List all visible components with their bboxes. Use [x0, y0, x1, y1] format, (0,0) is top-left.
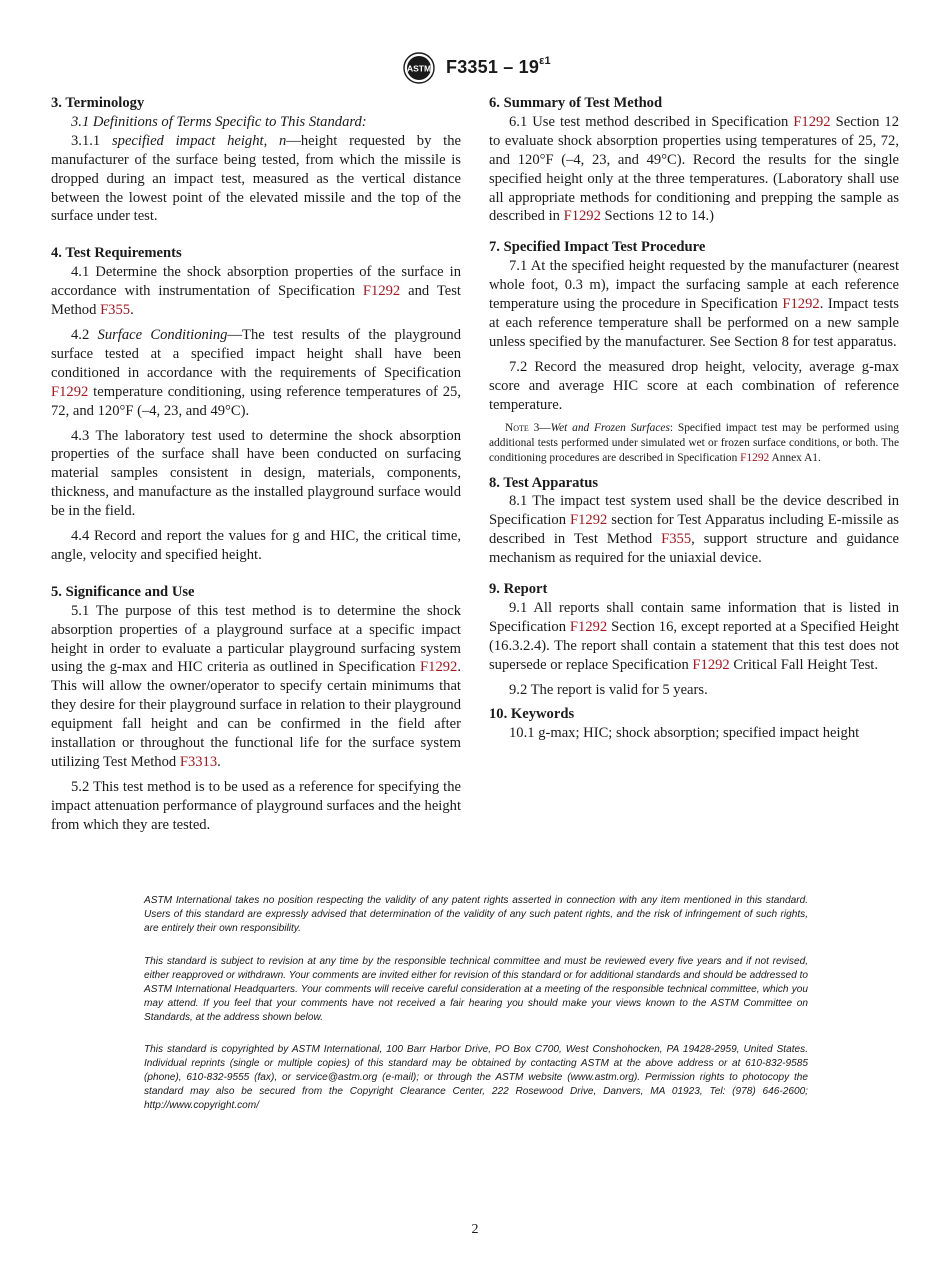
- logo-text: ASTM: [406, 63, 432, 74]
- para-5-2: 5.2 This test method is to be used as a reference for specifying the impact attenuation performance of playground surfaces and the height from which they are tested.: [51, 778, 461, 833]
- para-5-1: [51, 602, 461, 772]
- ref-f1292-link[interactable]: F1292: [420, 659, 458, 676]
- section-5-heading: 5. Significance and Use: [51, 583, 195, 600]
- ref-f1292-link[interactable]: F1292: [793, 113, 831, 130]
- footer-copyright-notice: [144, 1043, 808, 1113]
- astm-logo-icon: [402, 52, 436, 84]
- footer-patent-notice: [144, 894, 808, 936]
- ref-f355-link[interactable]: F355: [661, 531, 692, 548]
- ref-f1292-link[interactable]: F1292: [362, 283, 401, 300]
- note-text-b: Annex A1.: [769, 451, 821, 464]
- para-4-2-num: 4.2: [71, 326, 98, 343]
- para-3-1-1-num: 3.1.1: [71, 132, 101, 149]
- ref-f1292-link[interactable]: F1292: [569, 618, 608, 635]
- para-8-1-text-c: , support structure and guidance mechanism as required for the uniaxial device.: [489, 531, 900, 567]
- para-8-1-text: 8.1 The impact test system used shall be the device described in Specification: [489, 493, 899, 529]
- section-10-heading: 10. Keywords: [489, 706, 575, 723]
- para-4-1-text: 4.1 Determine the shock absorption properties of the surface in accordance with instrumentation of Specification: [51, 264, 461, 300]
- para-5-1-text: 5.1 The purpose of this test method is to determine the shock absorption properties of a playground surface at a specific impact height in order to evaluate a particular playground surfacing system using the g-max and HIC criteria as outlined in Specification: [51, 602, 461, 676]
- para-4-3: 4.3 The laboratory test used to determine the shock absorption properties of the surface shall have been conducted on surfacing material samples consistent in design, materials, components, thickness, and manufacture as the installed playground surface would be in the field.: [51, 427, 461, 520]
- designation: [446, 57, 551, 78]
- para-10-1: 10.1 g-max; HIC; shock absorption; specified impact height: [509, 725, 860, 742]
- para-4-2-text-b: temperature conditioning, using reference temperatures of 25, 72, and 120°F (–4, 23, and 49°C).: [51, 383, 461, 419]
- ref-f1292-link[interactable]: F1292: [569, 512, 608, 529]
- section-4-heading: 4. Test Requirements: [51, 245, 182, 262]
- footer-copyright-text: This standard is copyrighted by ASTM International, 100 Barr Harbor Drive, PO Box C700, West Conshohocken, PA 19428-2959, United States. Individual reprints (single or multiple copies) of this standard may be obtained by contacting ASTM at the above address or at 610-832-9585 (phone), 610-832-9555 (fax), or service@astm.org (e-mail); or through the ASTM website (www.astm.org). Permission rights to photocopy the standard may also be secured from the Copyright Clearance Center, 222 Rosewood Drive, Danvers, MA 01923, Tel: (978) 646-2600; http://www.copyright.com/: [144, 1044, 808, 1111]
- para-4-4: 4.4 Record and report the values for g and HIC, the critical time, angle, velocity and specified height.: [51, 528, 461, 563]
- ref-f1292-link[interactable]: F1292: [692, 656, 730, 673]
- term-specified-impact-height: specified impact height, n: [111, 132, 287, 149]
- para-7-1: [489, 257, 899, 352]
- term-surface-conditioning: Surface Conditioning: [97, 326, 228, 343]
- para-3-1: [51, 113, 461, 132]
- para-4-1-text-b: and Test Method: [51, 283, 461, 319]
- para-8-1: [489, 492, 899, 568]
- section-8-heading: 8. Test Apparatus: [489, 474, 599, 491]
- para-7-1-text-b: . Impact tests at each reference temperature shall be performed on a new sample unless specified by the manufacturer. See Section 8 for test apparatus.: [489, 296, 899, 350]
- ref-f1292-link[interactable]: F1292: [563, 208, 601, 225]
- para-3-1-1-text: —height requested by the manufacturer of the surface being tested, from which the missile is dropped during an impact test, measured as the vertical distance between the lowest point of the elevated missile and the top of the surface under test.: [51, 132, 461, 225]
- para-9-1-text-b: Section 16, except reported at a Specified Height (16.3.2.4). The report shall contain a statement that this test does not supersede or replace Specification: [489, 618, 899, 673]
- footer-revision-notice: [144, 955, 808, 1025]
- para-4-1: [51, 263, 461, 320]
- designation-number: F3351 – 19: [446, 57, 540, 77]
- note-term: Wet and Frozen Surfaces: [550, 421, 670, 434]
- para-6-1-text-b: Section 12 to evaluate shock absorption properties using temperatures of 25, 72, and 120°F (–4, 23, and 49°C). Record the results for the single specified height only at the three temperatures. (Laboratory shall use all appropriate methods for conditioning and prepping the sample as described in: [489, 113, 899, 225]
- footer-revision-text: This standard is subject to revision at any time by the responsible technical committee and must be reviewed every five years and if not revised, either reapproved or withdrawn. Your comments are invited either for revision of this standard or for additional standards and should be addressed to ASTM International Headquarters. Your comments will receive careful consideration at a meeting of the responsible technical committee, which you may attend. If you feel that your comments have not received a fair hearing you should make your views known to the ASTM Committee on Standards, at the address shown below.: [144, 956, 808, 1023]
- para-5-1-text-b: . This will allow the owner/operator to specify certain minimums that they desire for their playground surface in relation to their playground equipment fall height and can be confirmed in the field after installation or throughout the functional life for the surface system utilizing Test Method: [51, 659, 461, 770]
- para-4-2: [51, 326, 461, 421]
- section-6-heading: 6. Summary of Test Method: [489, 95, 663, 111]
- ref-f355-link[interactable]: F355: [100, 302, 131, 319]
- para-9-2: 9.2 The report is valid for 5 years.: [509, 681, 708, 698]
- section-9-heading: 9. Report: [489, 581, 548, 598]
- para-9-1: [489, 599, 899, 675]
- ref-f1292-link[interactable]: F1292: [740, 451, 770, 464]
- note-text: : Specified impact test may be performed using additional tests performed under simulated wet or frozen surface conditions, or both. The conditioning procedures are described in Specification: [489, 421, 899, 464]
- left-column: [51, 94, 461, 841]
- para-9-1-text: 9.1 All reports shall contain same information that is listed in Specification: [489, 599, 899, 635]
- note-3: [489, 421, 899, 466]
- page-header: [0, 52, 950, 86]
- para-9-1-text-c: Critical Fall Height Test.: [729, 656, 879, 673]
- note-label: Note: [505, 421, 529, 434]
- page-number: 2: [471, 1222, 479, 1237]
- ref-f3313-link[interactable]: F3313: [179, 754, 218, 770]
- para-4-1-text-c: .: [130, 302, 134, 319]
- para-6-1-text: 6.1 Use test method described in Specification: [509, 113, 794, 130]
- section-7-heading: 7. Specified Impact Test Procedure: [489, 239, 706, 256]
- note-number: 3—: [528, 421, 551, 434]
- para-7-2: 7.2 Record the measured drop height, velocity, average g-max score and average HIC score at each combination of reference temperature.: [489, 358, 899, 413]
- ref-f1292-link[interactable]: F1292: [782, 296, 820, 313]
- para-6-1: [489, 113, 899, 226]
- para-7-1-text: 7.1 At the specified height requested by the manufacturer (nearest whole foot, 0.3 m), impact the surfacing sample at each reference temperature using the procedure in Specification: [489, 258, 899, 313]
- para-5-1-text-c: .: [217, 754, 221, 770]
- ref-f1292-link[interactable]: F1292: [51, 383, 89, 400]
- designation-editorial-mark: ε1: [539, 55, 551, 67]
- para-4-2-text: —The test results of the playground surface tested at a specified impact height shall have been conditioned in accordance with the requirements of Specification: [51, 326, 461, 381]
- para-6-1-text-c: Sections 12 to 14.): [600, 208, 714, 225]
- para-3-1-1: [51, 132, 461, 227]
- para-8-1-text-b: section for Test Apparatus including E-missile as described in Test Method: [489, 512, 899, 548]
- section-3-heading: 3. Terminology: [51, 95, 145, 111]
- footer-patent-text: ASTM International takes no position respecting the validity of any patent rights asserted in connection with any item mentioned in this standard. Users of this standard are expressly advised that determination of the validity of any such patent rights, and the risk of infringement of such rights, are entirely their own responsibility.: [144, 895, 808, 934]
- right-column: [489, 94, 899, 749]
- para-3-1-text: 3.1 Definitions of Terms Specific to This Standard:: [71, 113, 367, 130]
